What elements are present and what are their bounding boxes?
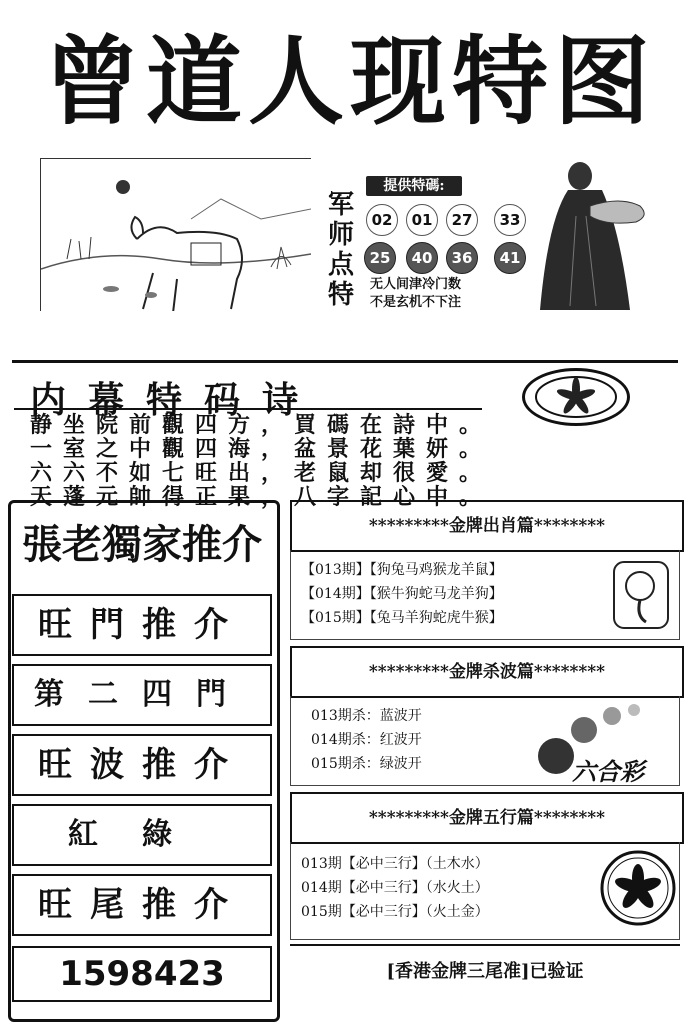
- elements-line: 013期【必中三行】（土木水）: [301, 856, 489, 872]
- side-label-char: 师: [327, 220, 354, 250]
- number-ball: 36: [446, 242, 478, 274]
- bauhinia-emblem: [522, 368, 630, 426]
- recommend-row: 紅綠: [12, 804, 272, 866]
- verse-line: 无人间津冷门数: [370, 277, 462, 292]
- mark-six-badge: 六合彩: [572, 757, 644, 786]
- side-label-char: 点: [327, 250, 354, 280]
- page-title: 曾道人现特图: [44, 26, 656, 138]
- poem-title-char: 特: [146, 380, 205, 421]
- recommend-row: 旺尾推介: [12, 874, 272, 936]
- zhang-title: 張老獨家推介: [22, 522, 262, 568]
- bauhinia-emblem-icon: [598, 846, 678, 930]
- strategist-label: [326, 190, 356, 310]
- number-ball: 01: [406, 204, 438, 236]
- poem-title-char: 内: [30, 380, 89, 421]
- number-ball: 25: [364, 242, 396, 274]
- number-ball: 27: [446, 204, 478, 236]
- color-line: 015期杀：绿波开: [311, 756, 422, 772]
- recommend-row: 旺波推介: [12, 734, 272, 796]
- verse-lines: [370, 276, 461, 312]
- horse-illustration-panel: [40, 158, 311, 311]
- number-ball: 41: [494, 242, 526, 274]
- side-label-char: 特: [327, 280, 354, 310]
- elements-line: 015期【必中三行】（火土金）: [301, 904, 489, 920]
- verse-line: 不是玄机不下注: [370, 295, 462, 310]
- side-label-char: 军: [327, 190, 354, 220]
- poem-title-char: 诗: [262, 380, 321, 421]
- poem-line: 天蓬元帥得正果，八字記心中。: [30, 484, 493, 510]
- color-line: 013期杀：蓝波开: [311, 708, 422, 724]
- poem-title-char: 码: [204, 380, 263, 421]
- number-ball: 02: [366, 204, 398, 236]
- recommend-code: 1598423: [12, 946, 272, 1002]
- number-ball: 33: [494, 204, 526, 236]
- horse-illustration: [41, 159, 311, 311]
- verification-footer: [香港金牌三尾准]已验证: [290, 944, 680, 998]
- zodiac-line: 【014期】【猴牛狗蛇马龙羊狗】: [301, 586, 503, 602]
- poem-line: 一室之中觀四海，盆景花葉妍。: [30, 436, 493, 462]
- elephant-cartoon-icon: [610, 556, 672, 634]
- section-divider: [12, 360, 678, 363]
- zodiac-line: 【015期】【兔马羊狗蛇虎牛猴】: [301, 610, 503, 626]
- section-header-color: *********金牌杀波篇********: [290, 646, 684, 698]
- zodiac-line: 【013期】【狗兔马鸡猴龙羊鼠】: [301, 562, 503, 578]
- poem-line: 六六不如七旺出，老鼠却很愛。: [30, 460, 493, 486]
- poem-line: 静坐院前觀四方，買碼在詩中。: [30, 412, 493, 438]
- provide-code-tag: 提供特碼:: [366, 176, 462, 196]
- poem-title-char: 幕: [88, 380, 147, 421]
- recommend-row: 第二四門: [12, 664, 272, 726]
- recommend-row: 旺門推介: [12, 594, 272, 656]
- elements-line: 014期【必中三行】（水火土）: [301, 880, 489, 896]
- bauhinia-flower-icon: [525, 371, 627, 423]
- section-header-elements: *********金牌五行篇********: [290, 792, 684, 844]
- color-line: 014期杀：红波开: [311, 732, 422, 748]
- number-ball: 40: [406, 242, 438, 274]
- robed-figure-illustration: [530, 156, 660, 316]
- section-header-zodiac: *********金牌出肖篇********: [290, 500, 684, 552]
